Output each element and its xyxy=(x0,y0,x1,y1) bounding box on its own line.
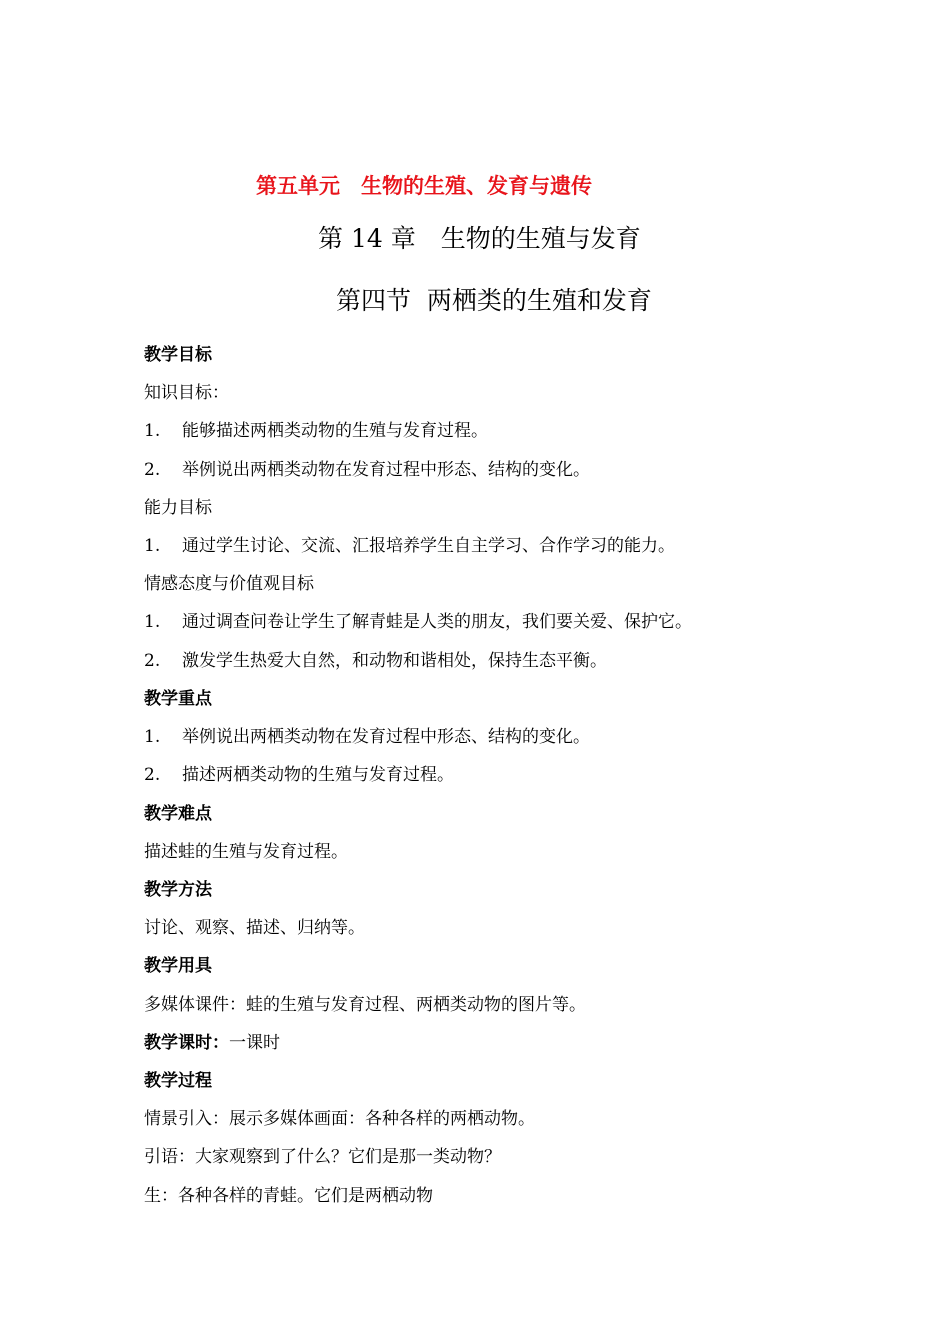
difficulties-text: 描述蛙的生殖与发育过程。 xyxy=(144,842,348,862)
key-points-heading: 教学重点 xyxy=(144,689,212,709)
process-line: 引语：大家观察到了什么？它们是那一类动物？ xyxy=(144,1147,501,1167)
list-text: 举例说出两栖类动物在发育过程中形态、结构的变化。 xyxy=(182,460,590,480)
hours-value: 一课时 xyxy=(229,1033,280,1053)
methods-heading: 教学方法 xyxy=(144,880,212,900)
emotion-item xyxy=(144,609,692,635)
objectives-heading: 教学目标 xyxy=(144,345,212,365)
list-number: 2. xyxy=(144,460,161,480)
list-number: 1. xyxy=(144,536,161,556)
emotion-item xyxy=(144,648,607,674)
list-text: 通过学生讨论、交流、汇报培养学生自主学习、合作学习的能力。 xyxy=(182,536,675,556)
tools-text: 多媒体课件：蛙的生殖与发育过程、两栖类动物的图片等。 xyxy=(144,995,586,1015)
process-heading: 教学过程 xyxy=(144,1071,212,1091)
process-line: 情景引入：展示多媒体画面：各种各样的两栖动物。 xyxy=(144,1109,535,1129)
difficulties-heading: 教学难点 xyxy=(144,804,212,824)
list-text: 通过调查问卷让学生了解青蛙是人类的朋友，我们要关爱、保护它。 xyxy=(182,612,692,632)
process-line: 生：各种各样的青蛙。它们是两栖动物 xyxy=(144,1186,433,1206)
tools-heading: 教学用具 xyxy=(144,956,212,976)
list-text: 能够描述两栖类动物的生殖与发育过程。 xyxy=(182,421,488,441)
list-text: 描述两栖类动物的生殖与发育过程。 xyxy=(182,765,454,785)
list-number: 1. xyxy=(144,421,161,441)
list-number: 1. xyxy=(144,612,161,632)
knowledge-item xyxy=(144,457,590,483)
list-number: 2. xyxy=(144,765,161,785)
key-point-item xyxy=(144,762,454,788)
ability-item xyxy=(144,533,675,559)
list-number: 1. xyxy=(144,727,161,747)
list-text: 激发学生热爱大自然，和动物和谐相处，保持生态平衡。 xyxy=(182,651,607,671)
list-text: 举例说出两栖类动物在发育过程中形态、结构的变化。 xyxy=(182,727,590,747)
knowledge-item xyxy=(144,418,488,444)
methods-text: 讨论、观察、描述、归纳等。 xyxy=(144,918,365,938)
unit-title: 第五单元 生物的生殖、发育与遗传 xyxy=(256,174,592,198)
section-title: 第四节 两栖类的生殖和发育 xyxy=(336,286,652,315)
hours-line xyxy=(144,1030,280,1056)
hours-label: 教学课时： xyxy=(144,1033,229,1053)
chapter-title: 第 14 章 生物的生殖与发育 xyxy=(318,224,641,253)
list-number: 2. xyxy=(144,651,161,671)
key-point-item xyxy=(144,724,590,750)
knowledge-label: 知识目标： xyxy=(144,383,229,403)
emotion-label: 情感态度与价值观目标 xyxy=(144,574,314,594)
ability-label: 能力目标 xyxy=(144,498,212,518)
